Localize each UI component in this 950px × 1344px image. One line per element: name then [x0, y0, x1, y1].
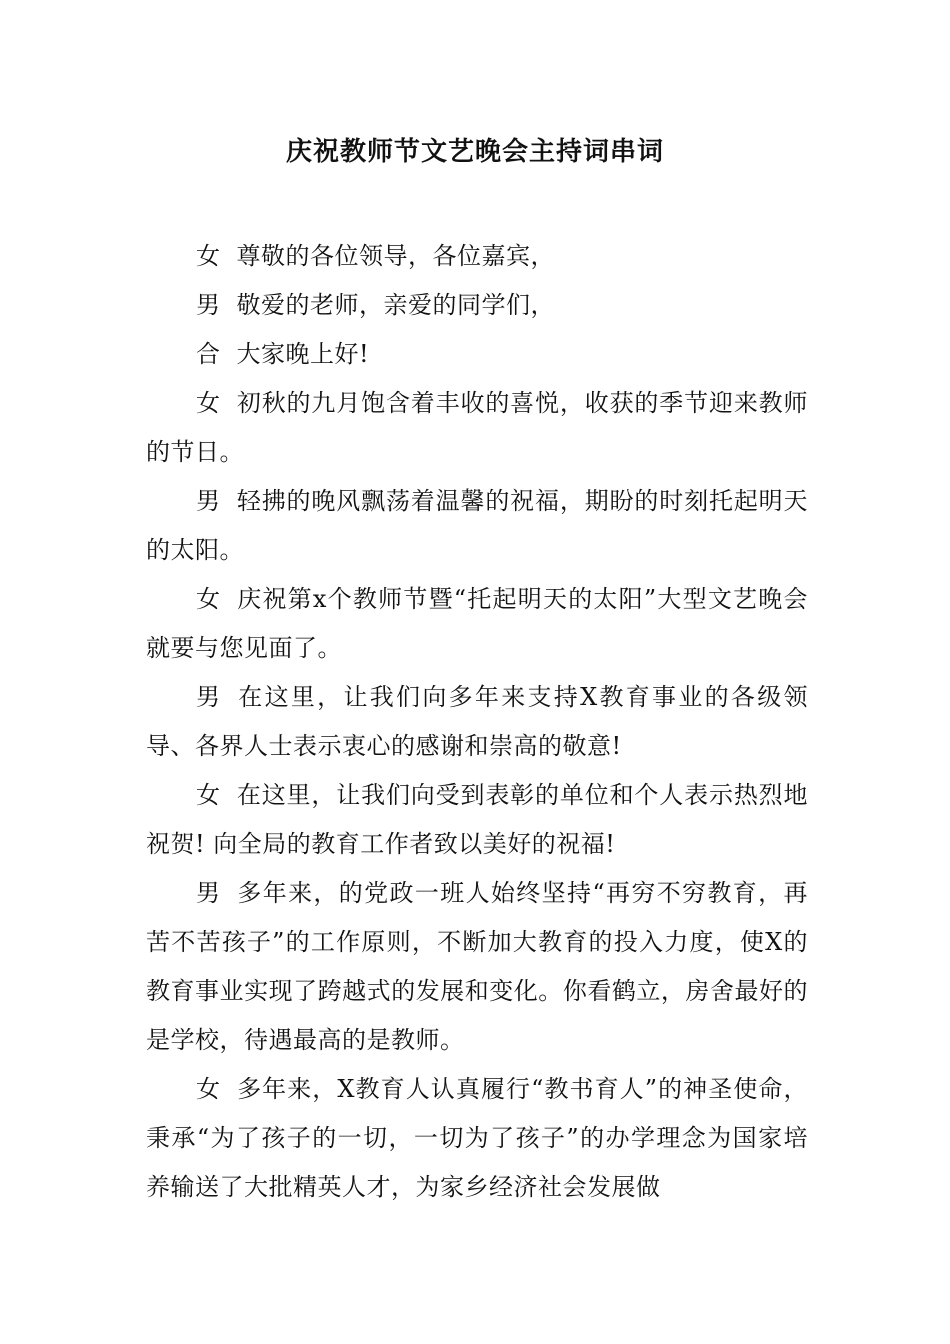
- paragraph-text: 初秋的九月饱含着丰收的喜悦，收获的季节迎来教师的节日。: [146, 389, 809, 466]
- speaker-label: 女: [196, 1075, 222, 1103]
- paragraph: [146, 869, 808, 1065]
- paragraph-text: 轻拂的晚风飘荡着温馨的祝福，期盼的时刻托起明天的太阳。: [146, 487, 809, 564]
- paragraph-text: 庆祝第x个教师节暨“托起明天的太阳”大型文艺晚会就要与您见面了。: [146, 585, 809, 662]
- speaker-label: 女: [196, 781, 221, 809]
- paragraph: [146, 232, 808, 281]
- paragraph-text: 在这里，让我们向多年来支持X教育事业的各级领导、各界人士表示衷心的感谢和崇高的敬意!: [146, 683, 808, 760]
- paragraph: [146, 575, 808, 673]
- speaker-label: 男: [196, 879, 222, 907]
- paragraph-text: 多年来，X教育人认真履行“教书育人”的神圣使命，秉承“为了孩子的一切，一切为了孩子”的办学理念为国家培养输送了大批精英人才，为家乡经济社会发展做: [146, 1075, 808, 1201]
- paragraph-text: 尊敬的各位领导，各位嘉宾，: [236, 242, 555, 270]
- paragraph-text: 在这里，让我们向受到表彰的单位和个人表示热烈地祝贺! 向全局的教育工作者致以美好的祝福!: [146, 781, 809, 858]
- paragraph: [146, 330, 808, 379]
- speaker-label: 合: [196, 340, 221, 368]
- speaker-label: 男: [196, 683, 223, 711]
- speaker-label: 女: [196, 389, 221, 417]
- speaker-label: 女: [196, 585, 222, 613]
- paragraph: [146, 379, 808, 477]
- paragraph: [146, 1065, 808, 1212]
- speaker-label: 男: [196, 291, 221, 319]
- document-title: 庆祝教师节文艺晚会主持词串词: [285, 137, 664, 167]
- paragraph: [146, 477, 808, 575]
- paragraph-text: 敬爱的老师，亲爱的同学们，: [236, 291, 555, 319]
- paragraph: [146, 771, 808, 869]
- paragraph-text: 多年来，的党政一班人始终坚持“再穷不穷教育，再苦不苦孩子”的工作原则，不断加大教育的投入力度，使X的教育事业实现了跨越式的发展和变化。你看鹤立，房舍最好的是学校，待遇最高的是教师。: [146, 879, 808, 1054]
- paragraph: [146, 673, 808, 771]
- document-body: [146, 232, 808, 1212]
- paragraph: [146, 281, 808, 330]
- speaker-label: 男: [196, 487, 221, 515]
- paragraph-text: 大家晚上好!: [236, 340, 370, 368]
- speaker-label: 女: [196, 242, 221, 270]
